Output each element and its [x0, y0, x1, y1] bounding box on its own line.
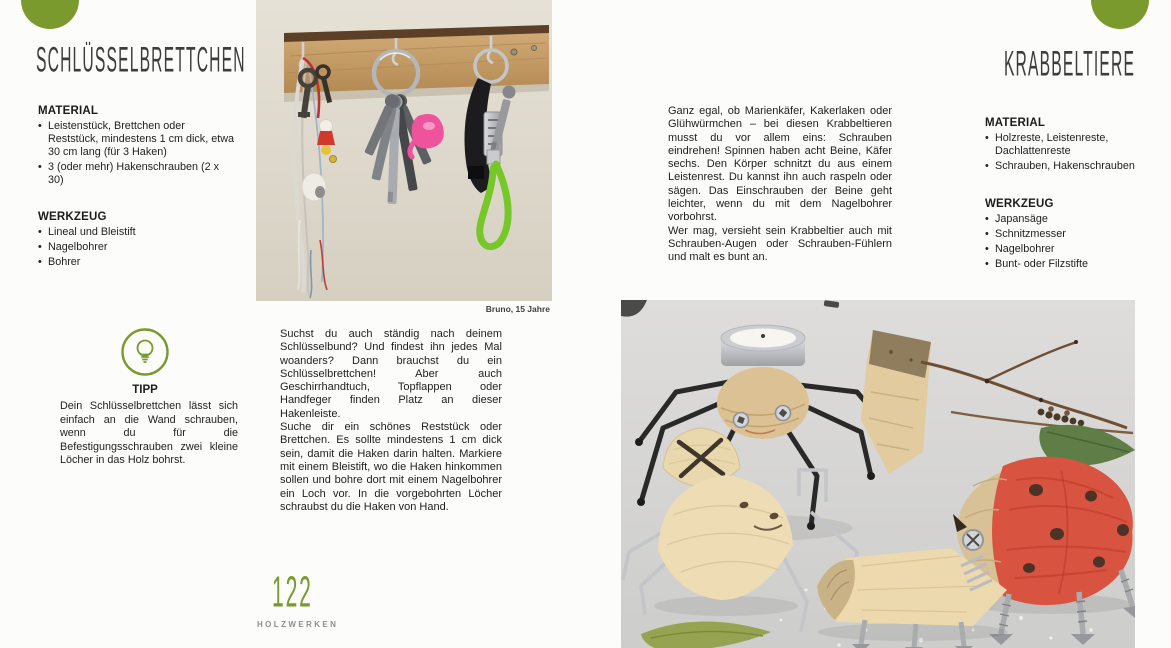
- green-half-circle-icon: [1091, 0, 1149, 29]
- list-item: • 3 (oder mehr) Hakenschrauben (2 x 30): [38, 161, 234, 187]
- list-item: • Schnitzmesser: [985, 228, 1135, 241]
- list-item: • Holzreste, Leistenreste, Dachlattenreste: [985, 132, 1135, 158]
- paragraph: Wer mag, versieht sein Krabbeltier auch mit Schrauben-Augen oder Schrauben-Fühlern und malt es bunt an.: [668, 224, 892, 264]
- right-werkzeug-block: [985, 198, 1135, 273]
- right-body-text: [668, 105, 892, 265]
- screw-bugs-photo: [621, 300, 1135, 648]
- werkzeug-heading: WERKZEUG: [38, 211, 107, 223]
- list-item: • Bunt- oder Filzstifte: [985, 258, 1135, 271]
- green-half-circle-icon: [21, 0, 79, 29]
- werkzeug-heading: WERKZEUG: [985, 198, 1054, 210]
- tipp-heading: TIPP: [132, 384, 158, 396]
- material-heading: MATERIAL: [38, 105, 99, 117]
- list-item: • Schrauben, Hakenschrauben: [985, 160, 1135, 173]
- paragraph: Suche dir ein schönes Reststück oder Brettchen. Es sollte mindestens 1 cm dick sein, damit die Haken darin halten. Markiere mit einem Bleistift, wo die Haken hinkommen sollen und bohre dort mit einem Nagelbohrer ein Loch vor. In die vorgebohrten Löcher schraubst du die Haken von Hand.: [280, 421, 502, 513]
- lightbulb-icon: [120, 327, 170, 377]
- list-item: • Japansäge: [985, 213, 1135, 226]
- book-footer: HOLZWERKEN: [257, 620, 339, 629]
- list-item: • Lineal und Bleistift: [38, 226, 234, 239]
- list-item: • Nagelbohrer: [985, 243, 1135, 256]
- page-number: 122: [272, 568, 313, 617]
- list-item: • Bohrer: [38, 256, 234, 269]
- material-heading: MATERIAL: [985, 117, 1046, 129]
- left-page-title: SCHLÜSSELBRETTCHEN: [36, 40, 246, 80]
- list-item: • Nagelbohrer: [38, 241, 234, 254]
- paragraph: Ganz egal, ob Marienkäfer, Kakerlaken oder Glühwürmchen – bei diesen Krabbeltieren musst du vor allem eins: Schrauben eindrehen! Spinnen haben acht Beine, Käfer sechs. Den Körper schnitzt du aus einem Leistenrest. Du kannst ihn auch raspeln oder sägen. Das Einschrauben der Beine geht leichter, wenn du mit dem Nagelbohrer vorbohrst.: [668, 105, 892, 224]
- paragraph: Suchst du auch ständig nach deinem Schlüsselbund? Und findest ihn jedes Mal woanders? Dann brauchst du ein Schlüsselbrettchen! Aber auch Geschirrhandtuch, Topflappen oder Handfeger finden Platz an dieser Hakenleiste.: [280, 328, 502, 420]
- key-board-photo: [256, 0, 552, 301]
- left-werkzeug-block: [38, 211, 234, 271]
- left-material-block: [38, 105, 234, 189]
- photo-caption: Bruno, 15 Jahre: [485, 304, 550, 314]
- left-body-text: [280, 328, 502, 514]
- tipp-text: Dein Schlüsselbrettchen lässt sich einfach an die Wand schrauben, wenn du für die Befestigungsschrauben zwei kleine Löcher in das Holz bohrst.: [60, 400, 238, 466]
- right-material-block: [985, 117, 1135, 175]
- list-item: • Leistenstück, Brettchen oder Reststück, mindestens 1 cm dick, etwa 30 cm lang (für 3 Haken): [38, 120, 234, 159]
- right-page-title: KRABBELTIERE: [1003, 44, 1135, 84]
